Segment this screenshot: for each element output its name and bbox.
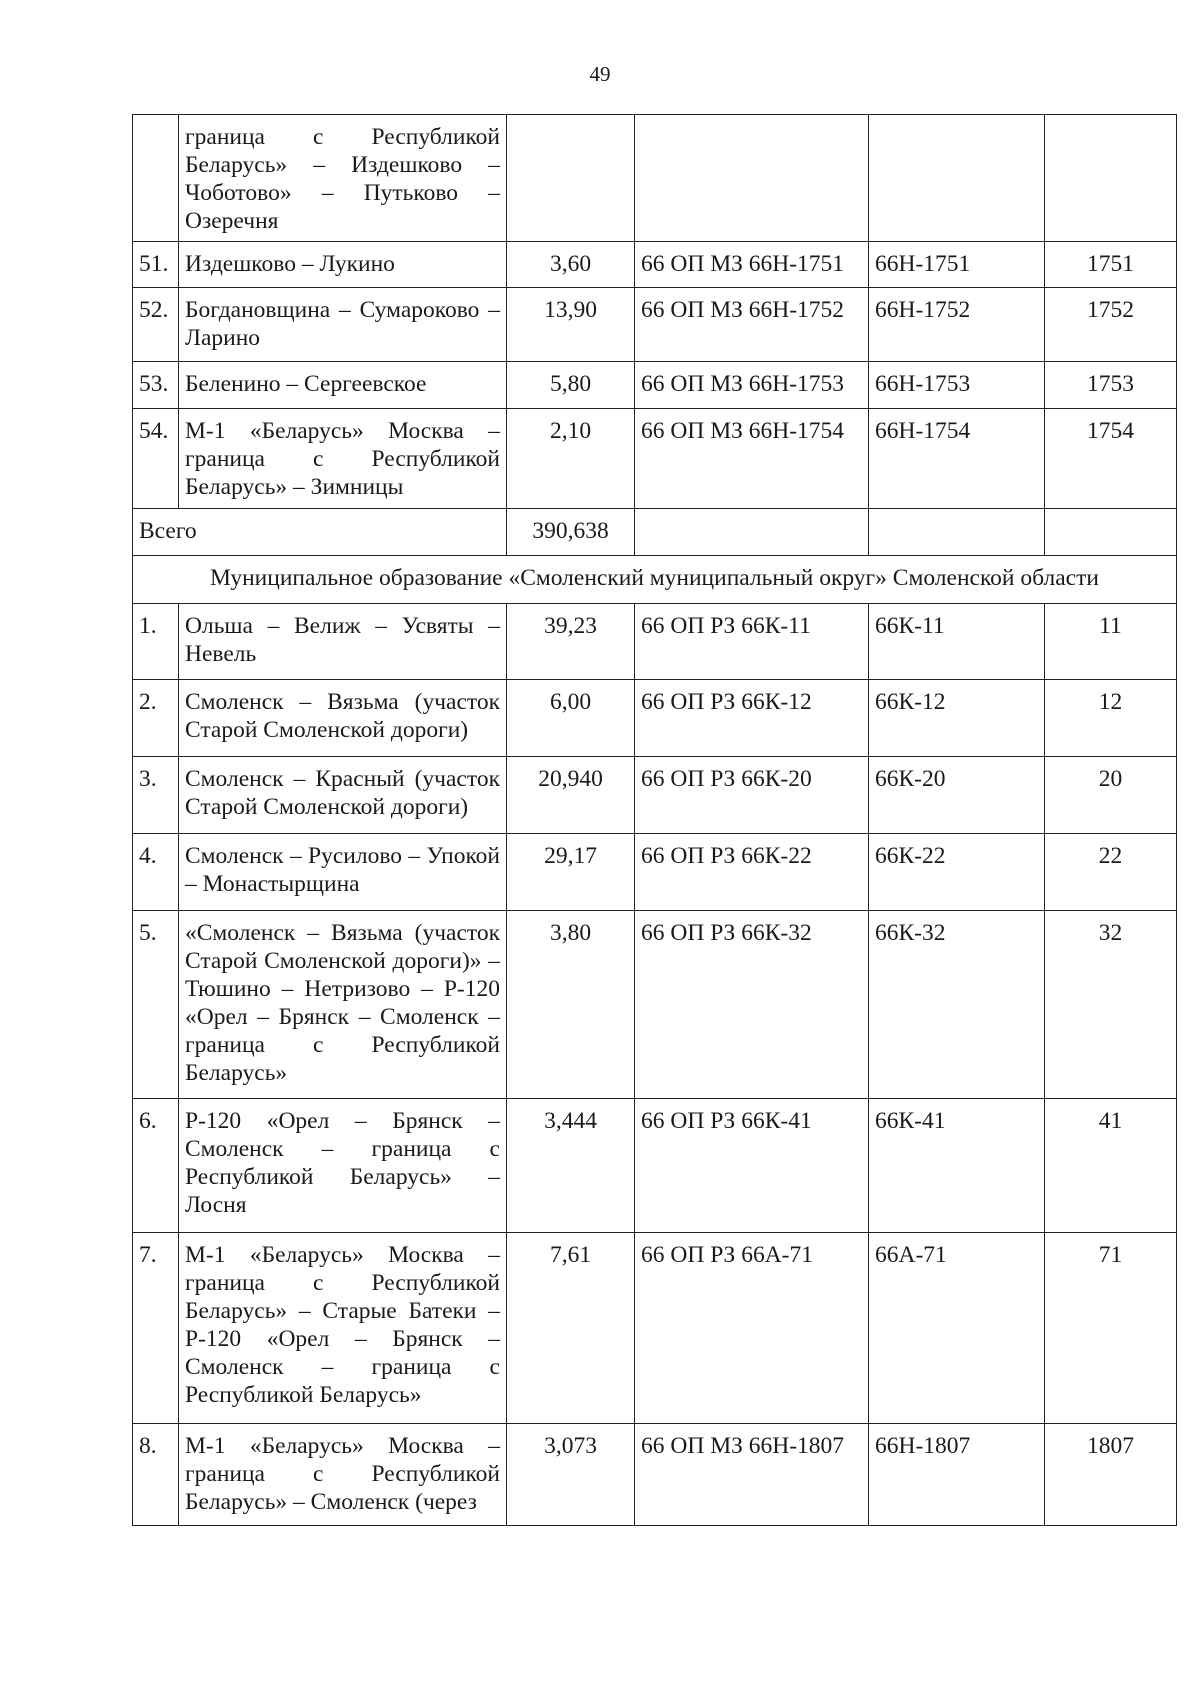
cell-number: 2.: [133, 680, 179, 757]
cell-code: 1753: [1045, 362, 1177, 409]
cell-code: 32: [1045, 911, 1177, 1099]
section-title: Муниципальное образование «Смоленский муниципальный округ» Смоленской области: [133, 556, 1177, 604]
cell-road-name: Р-120 «Орел – Брянск – Смоленск – граница с Республикой Беларусь» – Лосня: [179, 1099, 507, 1233]
cell-road-id: 66 ОП МЗ 66Н-1753: [635, 362, 869, 409]
cell-number: 52.: [133, 288, 179, 362]
table-row: [133, 911, 1177, 1099]
cell-length: 3,60: [507, 242, 635, 288]
roads-table: [132, 114, 1177, 1526]
cell-road-name: Смоленск – Вязьма (участок Старой Смоленской дороги): [179, 680, 507, 757]
cell-code: 1754: [1045, 409, 1177, 509]
page-number: 49: [589, 62, 611, 86]
cell-code: 12: [1045, 680, 1177, 757]
cell-registry-number: 66К-22: [869, 834, 1045, 911]
cell-road-id: 66 ОП РЗ 66К-22: [635, 834, 869, 911]
cell-number: 51.: [133, 242, 179, 288]
table-row: [133, 680, 1177, 757]
cell-road-id: 66 ОП РЗ 66К-11: [635, 604, 869, 680]
table-row: [133, 242, 1177, 288]
cell-registry-number: [869, 509, 1045, 556]
cell-road-id: 66 ОП РЗ 66К-32: [635, 911, 869, 1099]
cell-number: 1.: [133, 604, 179, 680]
cell-number: 5.: [133, 911, 179, 1099]
cell-number: 54.: [133, 409, 179, 509]
cell-code: 71: [1045, 1233, 1177, 1424]
total-label: Всего: [133, 509, 507, 556]
table-row-section-header: [133, 556, 1177, 604]
cell-road-name: М-1 «Беларусь» Москва – граница с Республикой Беларусь» – Зимницы: [179, 409, 507, 509]
cell-road-name: Издешково – Лукино: [179, 242, 507, 288]
cell-registry-number: 66Н-1751: [869, 242, 1045, 288]
cell-code: 20: [1045, 757, 1177, 834]
cell-road-name: Беленино – Сергеевское: [179, 362, 507, 409]
cell-number: 8.: [133, 1424, 179, 1526]
cell-road-id: 66 ОП МЗ 66Н-1754: [635, 409, 869, 509]
cell-length: 13,90: [507, 288, 635, 362]
cell-registry-number: 66К-32: [869, 911, 1045, 1099]
cell-registry-number: 66К-12: [869, 680, 1045, 757]
cell-road-name: М-1 «Беларусь» Москва – граница с Республикой Беларусь» – Смоленск (через: [179, 1424, 507, 1526]
cell-number: [133, 115, 179, 242]
cell-road-id: [635, 509, 869, 556]
cell-road-id: [635, 115, 869, 242]
total-value: 390,638: [507, 509, 635, 556]
cell-road-id: 66 ОП РЗ 66К-20: [635, 757, 869, 834]
cell-length: 39,23: [507, 604, 635, 680]
cell-number: 7.: [133, 1233, 179, 1424]
cell-registry-number: 66Н-1754: [869, 409, 1045, 509]
cell-road-name: Ольша – Велиж – Усвяты – Невель: [179, 604, 507, 680]
cell-length: 3,80: [507, 911, 635, 1099]
cell-registry-number: 66А-71: [869, 1233, 1045, 1424]
table-row: [133, 1424, 1177, 1526]
cell-road-id: 66 ОП МЗ 66Н-1807: [635, 1424, 869, 1526]
cell-road-name: Смоленск – Красный (участок Старой Смоленской дороги): [179, 757, 507, 834]
cell-number: 6.: [133, 1099, 179, 1233]
cell-length: [507, 115, 635, 242]
table-row: [133, 362, 1177, 409]
cell-registry-number: [869, 115, 1045, 242]
cell-length: 2,10: [507, 409, 635, 509]
cell-code: 11: [1045, 604, 1177, 680]
cell-road-name: «Смоленск – Вязьма (участок Старой Смоленской дороги)» – Тюшино – Нетризово – Р-120 «Орел – Брянск – Смоленск – граница с Республикой Беларусь»: [179, 911, 507, 1099]
table-row: [133, 409, 1177, 509]
cell-length: 3,444: [507, 1099, 635, 1233]
table-row: [133, 834, 1177, 911]
cell-number: 4.: [133, 834, 179, 911]
table-row: [133, 757, 1177, 834]
cell-code: 1752: [1045, 288, 1177, 362]
table-row-total: [133, 509, 1177, 556]
cell-length: 5,80: [507, 362, 635, 409]
cell-code: 41: [1045, 1099, 1177, 1233]
cell-length: 7,61: [507, 1233, 635, 1424]
cell-road-id: 66 ОП РЗ 66А-71: [635, 1233, 869, 1424]
cell-number: 53.: [133, 362, 179, 409]
cell-registry-number: 66К-20: [869, 757, 1045, 834]
cell-registry-number: 66К-41: [869, 1099, 1045, 1233]
cell-registry-number: 66Н-1807: [869, 1424, 1045, 1526]
cell-road-name: Смоленск – Русилово – Упокой – Монастырщина: [179, 834, 507, 911]
cell-length: 20,940: [507, 757, 635, 834]
cell-road-name: граница с Республикой Беларусь» – Издешково – Чоботово» – Путьково – Озеречня: [179, 115, 507, 242]
table-row: [133, 604, 1177, 680]
table-row: [133, 1233, 1177, 1424]
table-row: [133, 1099, 1177, 1233]
cell-road-name: М-1 «Беларусь» Москва – граница с Республикой Беларусь» – Старые Батеки – Р-120 «Орел – Брянск – Смоленск – граница с Республикой Беларусь»: [179, 1233, 507, 1424]
cell-code: 1807: [1045, 1424, 1177, 1526]
cell-code: 22: [1045, 834, 1177, 911]
cell-number: 3.: [133, 757, 179, 834]
cell-registry-number: 66Н-1752: [869, 288, 1045, 362]
cell-road-id: 66 ОП МЗ 66Н-1752: [635, 288, 869, 362]
table-row-continuation: [133, 115, 1177, 242]
cell-road-id: 66 ОП МЗ 66Н-1751: [635, 242, 869, 288]
cell-code: 1751: [1045, 242, 1177, 288]
cell-length: 29,17: [507, 834, 635, 911]
cell-code: [1045, 115, 1177, 242]
cell-road-id: 66 ОП РЗ 66К-41: [635, 1099, 869, 1233]
cell-road-id: 66 ОП РЗ 66К-12: [635, 680, 869, 757]
table-row: [133, 288, 1177, 362]
cell-length: 3,073: [507, 1424, 635, 1526]
cell-registry-number: 66К-11: [869, 604, 1045, 680]
roads-table-body: [133, 115, 1177, 1526]
cell-length: 6,00: [507, 680, 635, 757]
cell-registry-number: 66Н-1753: [869, 362, 1045, 409]
cell-code: [1045, 509, 1177, 556]
cell-road-name: Богдановщина – Сумароково – Ларино: [179, 288, 507, 362]
